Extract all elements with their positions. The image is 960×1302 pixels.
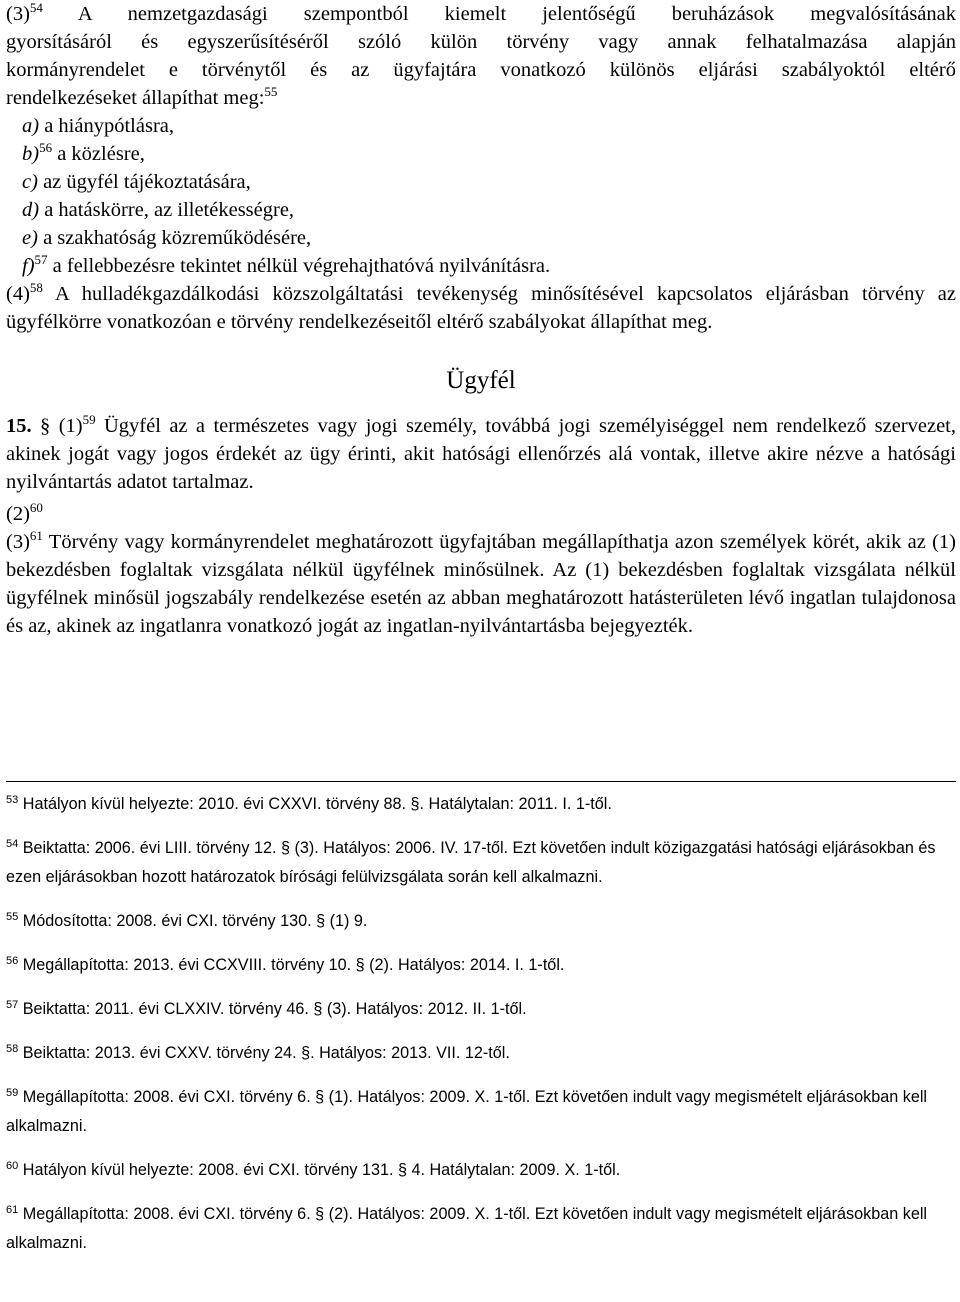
- footnote-ref[interactable]: 59: [82, 412, 96, 428]
- footnote-ref[interactable]: 55: [264, 84, 278, 100]
- footnote-number: 59: [6, 1086, 19, 1099]
- footnote: [6, 1039, 946, 1068]
- footnote: [6, 1083, 946, 1141]
- footnote-text: Beiktatta: 2006. évi LIII. törvény 12. § (3). Hatályos: 2006. IV. 17-től. Ezt követően indult közigazgatási hatósági eljárásokban és ezen eljárásokban hozott határozatok bírósági felülvizsgálata során kell alkalmazni.: [6, 839, 936, 886]
- footnote-number: 55: [6, 910, 19, 923]
- footnote-ref[interactable]: 54: [29, 0, 43, 16]
- item-text: a fellebbezésre tekintet nélkül végrehajthatóvá nyilvánításra.: [52, 255, 551, 277]
- footnote: [6, 834, 946, 892]
- footnote-text: Hatályon kívül helyezte: 2008. évi CXI. törvény 131. § 4. Hatálytalan: 2009. X. 1-től.: [22, 1161, 621, 1179]
- footnote-text: Megállapította: 2008. évi CXI. törvény 6. § (2). Hatályos: 2009. X. 1-től. Ezt követően indult vagy megismételt eljárásokban kell alkalmazni.: [6, 1205, 928, 1252]
- paragraph-line: gyorsításáról és egyszerűsítéséről szóló külön törvény vagy annak felhatalmazása alapján: [6, 31, 956, 53]
- footnote: [6, 1156, 946, 1185]
- footnote-ref[interactable]: 57: [34, 252, 48, 268]
- section-sign: §: [40, 415, 51, 437]
- section-number: 15.: [6, 415, 32, 437]
- list-item: [22, 112, 956, 140]
- paragraph-number: (4): [6, 283, 30, 305]
- section-15-paragraph-3: [6, 528, 956, 640]
- item-letter: a): [22, 115, 40, 137]
- footnote: [6, 951, 946, 980]
- footnote-text: Hatályon kívül helyezte: 2010. évi CXXVI. törvény 88. §. Hatálytalan: 2011. I. 1-től.: [22, 795, 612, 813]
- paragraph-3: [6, 0, 956, 112]
- footnote: [6, 995, 946, 1024]
- footnote-text: Beiktatta: 2011. évi CLXXIV. törvény 46. § (3). Hatályos: 2012. II. 1-től.: [22, 1000, 527, 1018]
- list-item: [22, 140, 956, 168]
- footnote-number: 53: [6, 793, 19, 806]
- paragraph-4: [6, 280, 956, 336]
- list-item: [22, 252, 956, 280]
- footnote-number: 57: [6, 998, 19, 1011]
- section-15-paragraph-1: [6, 412, 956, 496]
- paragraph-number: (3): [6, 3, 30, 25]
- item-letter: f): [22, 255, 35, 277]
- footnote-number: 61: [6, 1203, 19, 1216]
- item-letter: e): [22, 227, 38, 249]
- paragraph-line: kormányrendelet e törvénytől és az ügyfajtára vonatkozó különös eljárási szabályoktól eltérő: [6, 59, 956, 81]
- list-item: [22, 196, 956, 224]
- paragraph-line: rendelkezéseket állapíthat meg:: [6, 87, 265, 109]
- item-text: a szakhatóság közreműködésére,: [43, 227, 312, 249]
- paragraph-text: Ügyfél az a természetes vagy jogi személy, továbbá jogi személyiséggel nem rendelkező szervezet, akinek jogát vagy jogos érdekét az ügy érinti, akit hatósági ellenőrzés alá vontak, illetve akire nézve a hatósági nyilvántartás adatot tartalmaz.: [6, 415, 956, 493]
- footnote: [6, 907, 946, 936]
- paragraph-text: Törvény vagy kormányrendelet meghatározott ügyfajtában megállapíthatja azon személyek körét, akik az (1) bekezdésben foglaltak vizsgálata nélkül ügyfélnek minősülnek. Az (1) bekezdésben foglaltak vizsgálata nélkül ügyfélnek minősül jogszabály rendelkezése esetén az abban meghatározott hatásterületen lévő ingatlan tulajdonosa és az, akinek az ingatlanra vonatkozó jogát az ingatlan-nyilvántartásba bejegyezték.: [6, 531, 956, 637]
- footnote-ref[interactable]: 58: [29, 280, 43, 296]
- footnote: [6, 790, 946, 819]
- paragraph-number: (1): [58, 415, 83, 437]
- item-text: a hiánypótlásra,: [44, 115, 174, 137]
- footnote-text: Beiktatta: 2013. évi CXXV. törvény 24. §. Hatályos: 2013. VII. 12-től.: [22, 1044, 510, 1062]
- footnote-ref[interactable]: 56: [39, 140, 53, 156]
- paragraph-number: (2): [6, 503, 30, 525]
- section-heading: Ügyfél: [446, 367, 516, 394]
- section-15-paragraph-2: [6, 500, 956, 528]
- document-page: [6, 0, 956, 640]
- footnote-text: Módosította: 2008. évi CXI. törvény 130. § (1) 9.: [22, 912, 368, 930]
- item-letter: b): [22, 143, 40, 165]
- list-item: [22, 168, 956, 196]
- footnotes: [6, 790, 946, 1273]
- item-letter: c): [22, 171, 38, 193]
- footnote-text: Megállapította: 2008. évi CXI. törvény 6. § (1). Hatályos: 2009. X. 1-től. Ezt követően indult vagy megismételt eljárásokban kell alkalmazni.: [6, 1088, 928, 1135]
- footnote-ref[interactable]: 60: [29, 500, 43, 516]
- item-text: az ügyfél tájékoztatására,: [43, 171, 251, 193]
- item-list: [6, 112, 956, 280]
- item-text: a közlésre,: [57, 143, 145, 165]
- footnote-ref[interactable]: 61: [29, 528, 43, 544]
- footnote-number: 60: [6, 1159, 19, 1172]
- footnote-text: Megállapította: 2013. évi CCXVIII. törvény 10. § (2). Hatályos: 2014. I. 1-től.: [22, 956, 565, 974]
- footnote-number: 58: [6, 1042, 19, 1055]
- list-item: [22, 224, 956, 252]
- paragraph-text: A hulladékgazdálkodási közszolgáltatási tevékenység minősítésével kapcsolatos eljárásban törvény az ügyfélkörre vonatkozóan e törvény rendelkezéseitől eltérő szabályokat állapíthat meg.: [6, 283, 956, 333]
- footnote: [6, 1200, 946, 1258]
- item-letter: d): [22, 199, 40, 221]
- item-text: a hatáskörre, az illetékességre,: [44, 199, 295, 221]
- footnote-number: 56: [6, 954, 19, 967]
- footnote-separator: [6, 781, 956, 782]
- paragraph-number: (3): [6, 531, 30, 553]
- footnote-number: 54: [6, 837, 19, 850]
- paragraph-line: A nemzetgazdasági szempontból kiemelt jelentőségű beruházások megvalósításának: [77, 3, 956, 25]
